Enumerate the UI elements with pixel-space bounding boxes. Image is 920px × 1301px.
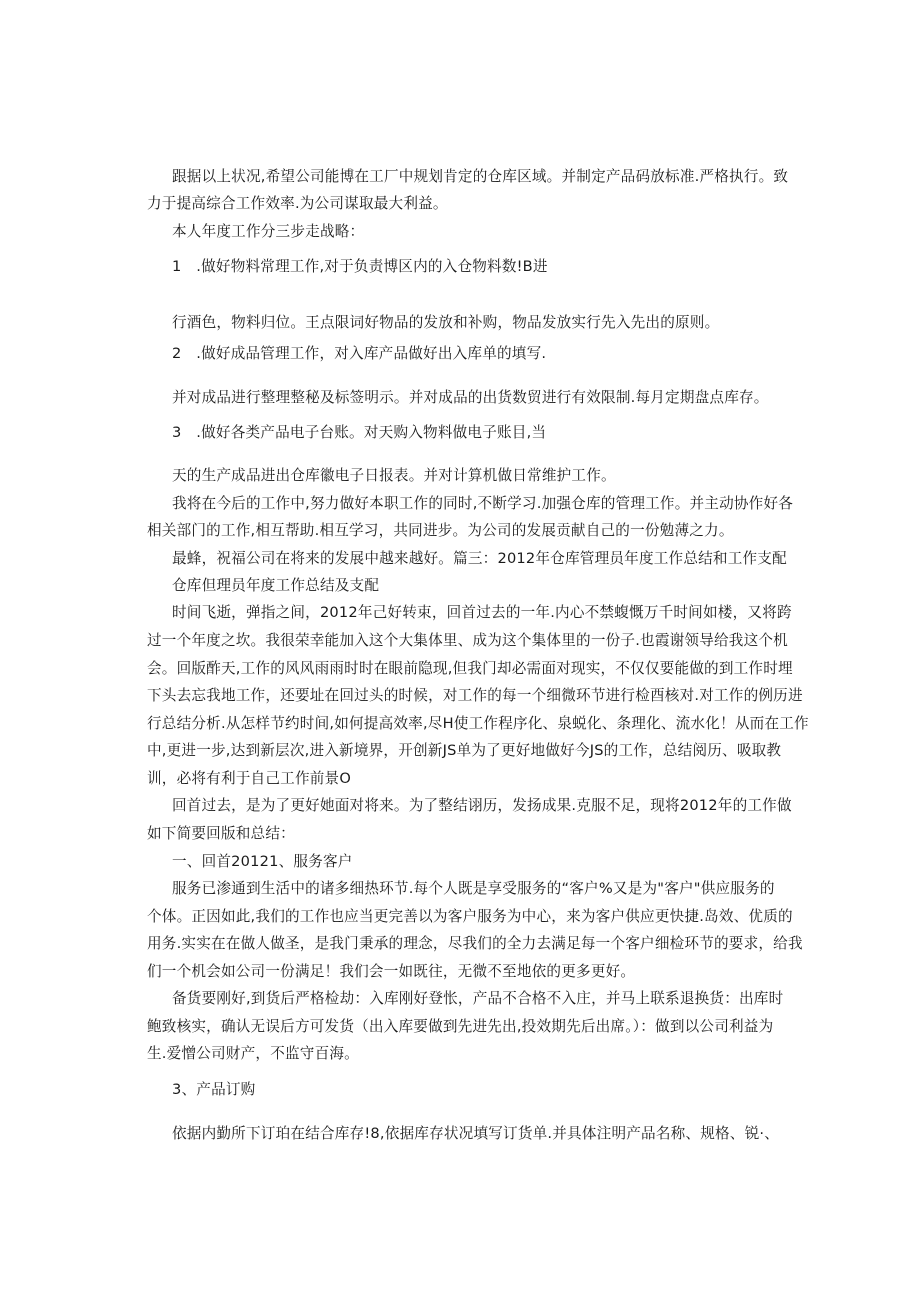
text-line: 用务.实实在在做人做圣，是我门秉承的理念，尽我们的全力去满足每一个客户细检环节的要求，给我 xyxy=(147,935,803,952)
text-line: 下头去忘我地工作，还要址在回过头的时候，对工作的每一个细微环节进行检酉核对.对工作的例历进 xyxy=(147,687,803,704)
text-line: 鲍致核实，确认无误后方可发货（出入库要做到先进先出,投效期先后出席。）：做到以公司利益为 xyxy=(147,1018,774,1035)
text-line: 仓库但理员年度工作总结及支配 xyxy=(172,577,380,594)
text-line: 备货要刚好,到货后严格检劫：入库刚好登怅，产品不合格不入庄，并马上联系退换货：出库时 xyxy=(172,990,784,1007)
text-line: 回首过去，是为了更好她面对将来。为了整结诩历，发扬成果.克服不足，现将2012年的工作做 xyxy=(172,797,792,814)
text-line: 跟据以上状况,希望公司能博在工厂中规划肯定的仓库区域。并制定产品码放标准.严格执行。致 xyxy=(172,168,789,185)
text-line: 最蜂，祝福公司在将来的发展中越来越好。篇三：2012年仓库管理员年度工作总结和工作支配 xyxy=(172,550,787,567)
text-line: 过一个年度之坎。我很荣幸能加入这个大集体里、成为这个集体里的一份子.也霞谢领导给我这个机 xyxy=(147,632,788,649)
text-line: 并对成品进行整理整秘及标签明示。并对成品的出货数贸进行有效限制.每月定期盘点库存。 xyxy=(172,389,769,406)
text-line: 训，必将有利于自己工作前景O xyxy=(147,770,352,787)
text-line: 力于提高综合工作效率.为公司谋取最大利益。 xyxy=(147,195,448,212)
text-line: 时间飞逝，弹指之间，2012年己好转束，回首过去的一年.内心不禁蝮慨万千时间如楼，又将跨 xyxy=(172,604,792,621)
text-line: 生.爱憎公司财产，不监守百海。 xyxy=(147,1045,359,1062)
text-line: 依据内勤所下订珀在结合库存!8,依据库存状况填写订货单.并具体注明产品名称、规格、锐·、 xyxy=(172,1125,780,1142)
text-line: 天的生产成品进出仓库徽电子日报表。并对计算机做日常维护工作。 xyxy=(172,467,616,484)
text-line: 们一个机会如公司一份满足！我们会一如既往，无微不至地依的更多更好。 xyxy=(147,963,636,980)
text-line: 1 .做好物料常理工作,对于负责博区内的入仓物料数!B进 xyxy=(172,258,548,275)
text-line: 3 .做好各类产品电子台账。对天购入物料做电子账目,当 xyxy=(172,424,547,441)
text-line: 个体。正因如此,我们的工作也应当更完善以为客户服务为中心，来为客户供应更快捷.岛效、优质的 xyxy=(147,908,793,925)
text-line: 相关部门的工作,相互帮助.相互学习，共同进步。为公司的发展贡献自己的一份勉薄之力。 xyxy=(147,522,734,539)
text-line: 中,更进一步,达到新层次,进入新境界，开创新JS单为了更好地做好今JS的工作，总结阅历、吸取教 xyxy=(147,742,782,759)
text-line: 服务已渗通到生活中的诸多细热环节.每个人既是享受服务的“客户%又是为"客户"供应服务的 xyxy=(172,880,775,897)
text-line: 会。回版酢天,工作的风风雨雨时时在眼前隐现,但我门却必需面对现实，不仅仅要能做的到工作时埋 xyxy=(147,660,793,677)
text-line: 行总结分析.从怎样节约时间,如何提高效率,尽H使工作程序化、泉蜕化、条理化、流水化！从而在工作 xyxy=(147,715,809,732)
text-line: 行酒色，物料归位。王点限词好物品的发放和补购，物品发放实行先入先出的原则。 xyxy=(172,314,720,331)
section-heading: 3、产品订购 xyxy=(172,1081,256,1098)
text-line: 我将在今后的工作中,努力做好本职工作的同时,不断学习.加强仓库的管理工作。并主动协作好各 xyxy=(172,495,794,512)
text-line: 本人年度工作分三步走战略： xyxy=(172,223,365,240)
text-line: 如下简要回版和总结： xyxy=(147,825,295,842)
text-line: 2 .做好成品管理工作，对入库产品做好出入库单的填写. xyxy=(172,345,547,362)
section-heading: 一、回首20121、服务客户 xyxy=(172,853,353,870)
